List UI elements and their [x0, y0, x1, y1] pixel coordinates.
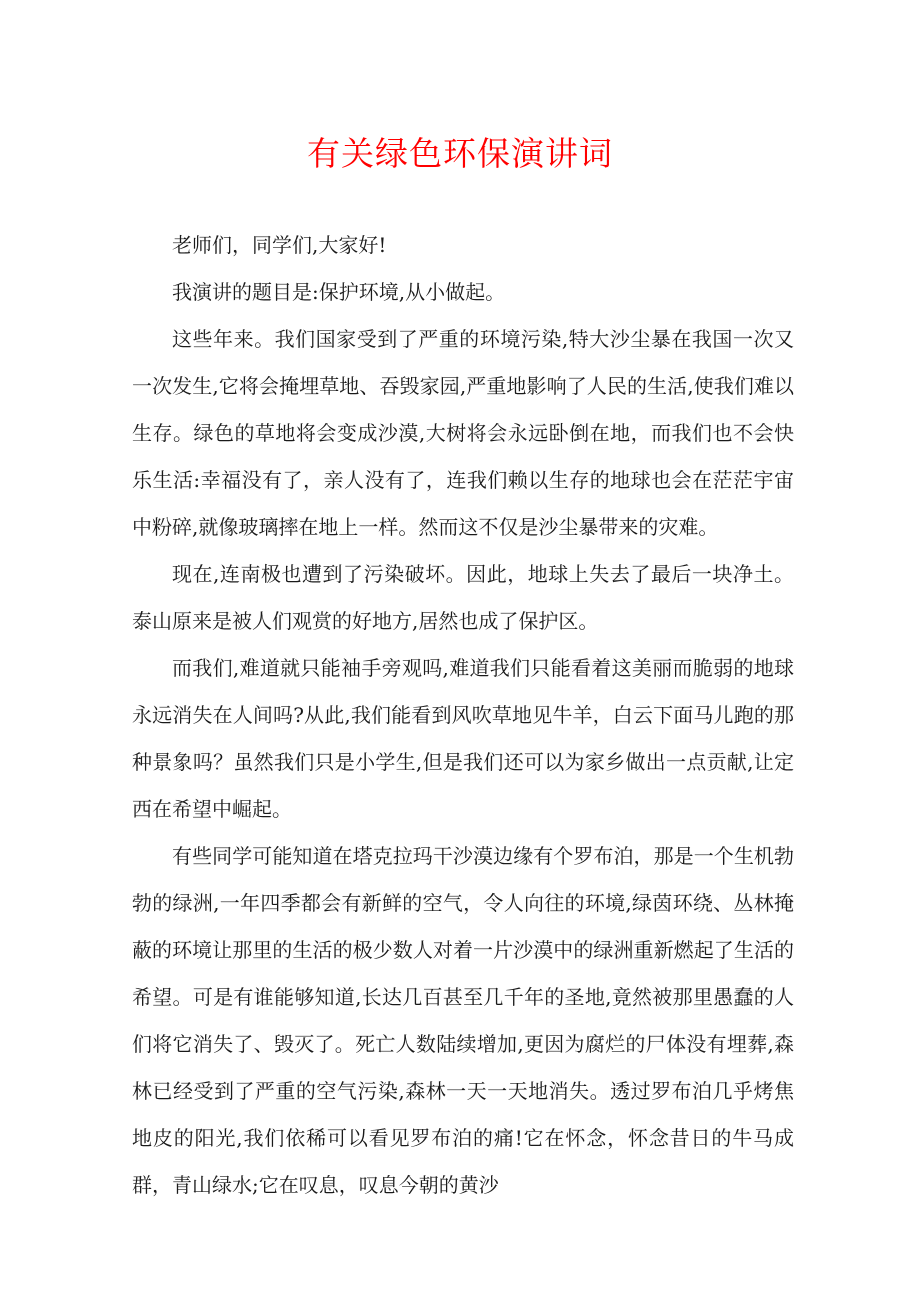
paragraph-greeting: 老师们，同学们,大家好! — [172, 233, 387, 257]
document-body — [132, 222, 794, 1209]
paragraph-lop-nur: 有些同学可能知道在塔克拉玛干沙漠边缘有个罗布泊，那是一个生机勃勃的绿洲,一年四季都会有新鲜的空气，令人向往的环境,绿茵环绕、丛林掩蔽的环境让那里的生活的极少数人对着一片沙漠中的绿洲重新燃起了生活的希望。可是有谁能够知道,长达几百甚至几千年的圣地,竟然被那里愚蠢的人们将它消失了、毁灭了。死亡人数陆续增加,更因为腐烂的尸体没有埋葬,森林已经受到了严重的空气污染,森林一天一天地消失。透过罗布泊几乎烤焦地皮的阳光,我们依稀可以看见罗布泊的痛!它在怀念，怀念昔日的牛马成群，青山绿水;它在叹息，叹息今朝的黄沙 — [132, 844, 794, 1197]
paragraph-topic: 我演讲的题目是:保护环境,从小做起。 — [172, 280, 506, 304]
paragraph-sandstorm: 这些年来。我们国家受到了严重的环境污染,特大沙尘暴在我国一次又一次发生,它将会掩埋草地、吞毁家园,严重地影响了人民的生活,使我们难以生存。绿色的草地将会变成沙漠,大树将会永远卧倒在地，而我们也不会快乐生活:幸福没有了，亲人没有了，连我们赖以生存的地球也会在茫茫宇宙中粉碎,就像玻璃摔在地上一样。然而这不仅是沙尘暴带来的灾难。 — [132, 327, 794, 539]
paragraph-antarctica: 现在,连南极也遭到了污染破坏。因此，地球上失去了最后一块净土。泰山原来是被人们观赏的好地方,居然也成了保护区。 — [132, 562, 794, 633]
document-title: 有关绿色环保演讲词 — [307, 134, 613, 173]
paragraph-question: 而我们,难道就只能袖手旁观吗,难道我们只能看着这美丽而脆弱的地球永远消失在人间吗?从此,我们能看到风吹草地见牛羊，白云下面马儿跑的那种景象吗？虽然我们只是小学生,但是我们还可以为家乡做出一点贡献,让定西在希望中崛起。 — [132, 656, 794, 821]
